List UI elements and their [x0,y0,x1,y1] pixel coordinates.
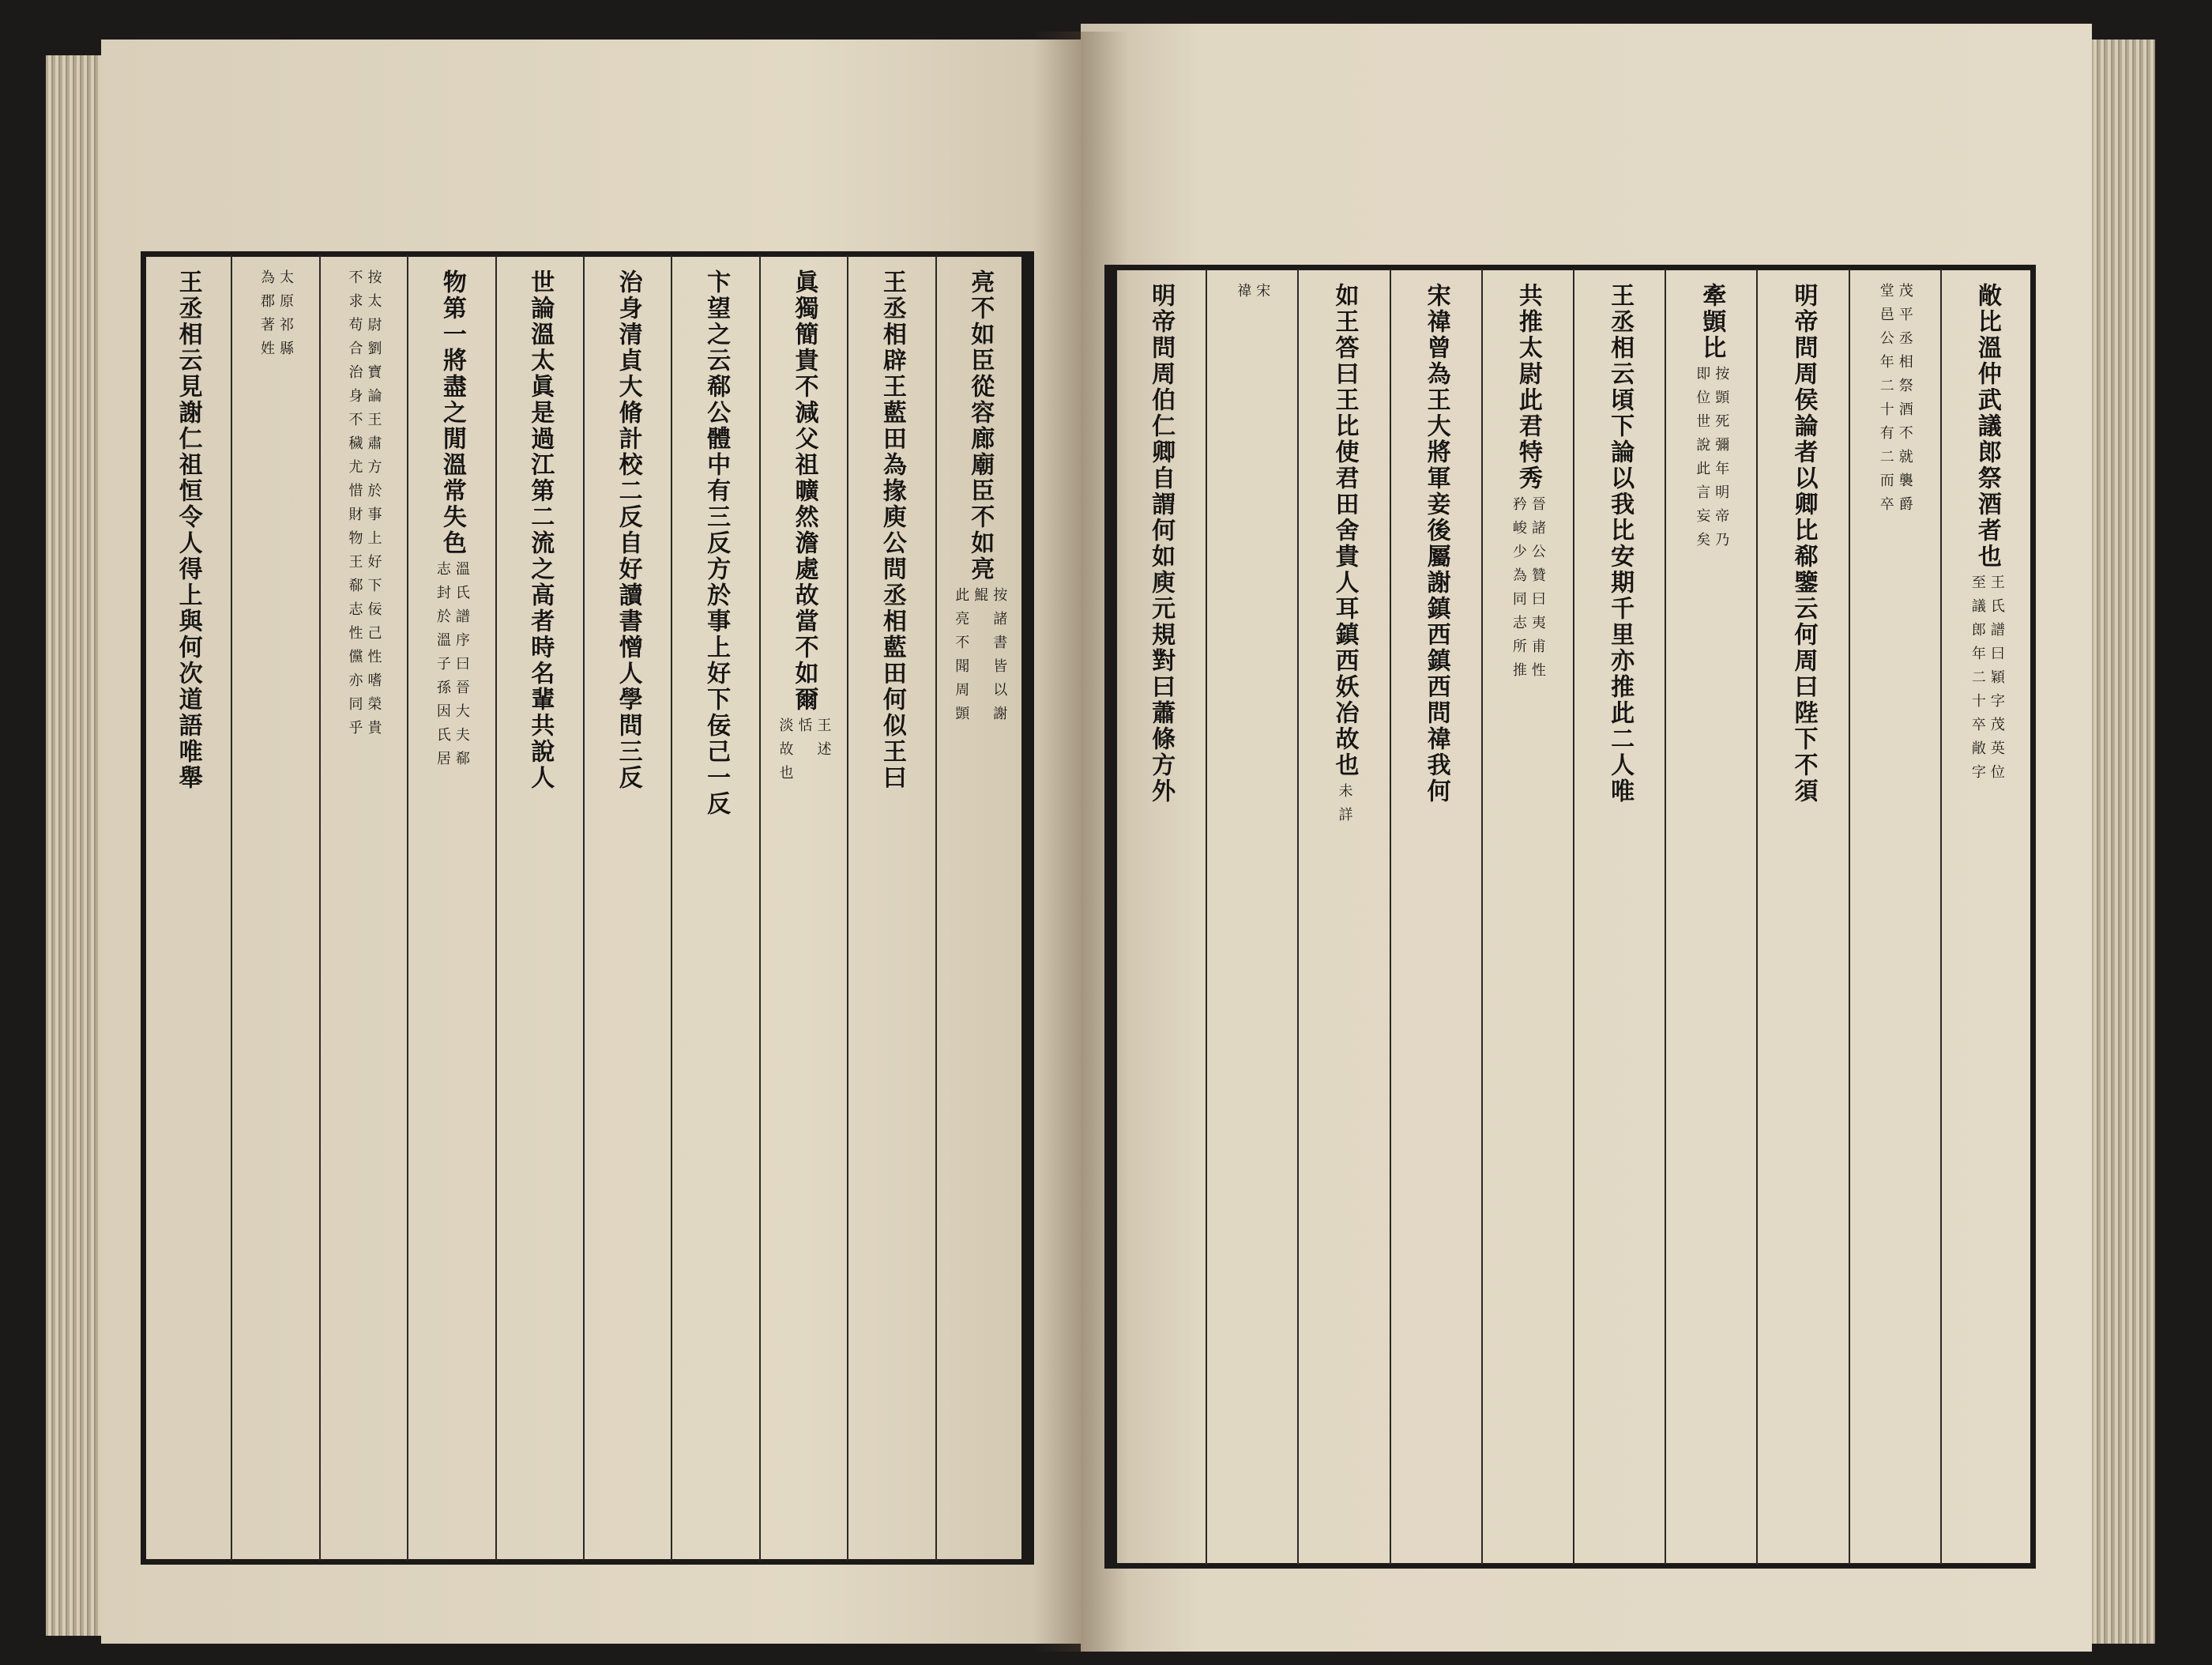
main-text: 共推太尉此君特秀 [1514,283,1542,492]
annotation-text: 按太尉劉寶論王肅方於事上好下佞己性嗜榮貴 [365,269,382,744]
annotation-group [954,587,1006,729]
annotation-group [1337,783,1351,831]
main-text: 治身清貞大脩計校二反自好讀書憎人學問三反 [614,269,642,791]
main-text: 牽顗比 [1698,283,1726,361]
text-column [1206,269,1297,1565]
text-column [145,255,231,1561]
main-text: 卞望之云郗公體中有三反方於事上好下佞己一反 [702,269,731,817]
text-column [407,255,495,1561]
main-text: 敞比溫仲武議郎祭酒者也 [1973,283,2001,570]
text-column [583,255,671,1561]
text-column [1665,269,1756,1565]
annotation-text: 晉諸公贊曰夷甫性 [1529,496,1546,686]
main-text: 王丞相辟王藍田為掾庾公問丞相藍田何似王曰 [878,269,906,791]
annotation-text: 按諸書皆以謝 [991,587,1008,729]
text-column [759,255,847,1561]
annotation-text: 王述 [814,718,832,765]
text-column [1573,269,1665,1565]
text-column [1297,269,1389,1565]
text-column [847,255,935,1561]
main-text: 宋禕曾為王大將軍妾後屬謝鎮西鎮西問禕我何 [1422,283,1450,804]
text-column [1115,269,1206,1565]
annotation-group [258,269,295,364]
main-text: 明帝問周侯論者以卿比郗鑒云何周曰陛下不須 [1789,283,1818,804]
annotation-text: 禕 [1235,283,1252,307]
annotation-text: 鯤 [972,587,989,611]
annotation-text: 至議郎年二十卒敞字 [1969,574,1986,788]
text-column [231,255,318,1561]
right-page-edge [2084,40,2155,1644]
main-text: 如王答曰王比使君田舍貴人耳鎮西妖冶故也 [1330,283,1359,778]
text-column [1390,269,1481,1565]
main-text: 亮不如臣從容廊廟臣不如亮 [966,269,995,582]
left-page-edge [46,55,109,1636]
text-column [1756,269,1848,1565]
main-text: 明帝問周伯仁卿自謂何如庾元規對曰蕭條方外 [1147,283,1176,804]
annotation-text: 此亮不聞周顗 [953,587,970,729]
main-text: 眞獨簡貴不減父祖曠然澹處故當不如爾 [790,269,818,713]
annotation-group [1511,496,1544,686]
annotation-text: 未詳 [1336,783,1353,831]
right-text-frame [1104,265,2036,1569]
main-text: 世論溫太眞是過江第二流之高者時名輩共說人 [526,269,555,791]
text-column [1940,269,2032,1565]
annotation-group [347,269,380,744]
annotation-group [1236,283,1269,307]
annotation-text: 宋 [1254,283,1271,307]
annotation-text: 志封於溫子孫因氏居 [434,561,451,774]
annotation-text: 堂邑公年二十有二而卒 [1877,283,1894,520]
annotation-text: 溫氏譜序曰晉大夫郗 [453,561,470,774]
text-column [319,255,407,1561]
annotation-group [435,561,468,774]
annotation-text: 即位世說此言妄矣 [1694,366,1711,556]
main-text: 王丞相云見謝仁祖恒令人得上與何次道語唯舉 [174,269,202,791]
annotation-text: 太原祁縣 [277,269,295,364]
annotation-text: 茂平丞相祭酒不就襲爵 [1896,283,1913,520]
annotation-text: 恬 [796,718,813,741]
annotation-text: 王氏譜曰穎字茂英位 [1988,574,2005,788]
annotation-group [1970,574,2003,788]
annotation-text: 為郡著姓 [258,269,276,364]
text-column [671,255,758,1561]
annotation-group [1695,366,1728,556]
text-column [935,255,1023,1561]
annotation-text: 不求苟合治身不穢尤惜財物王郗志性儻亦同乎 [346,269,363,744]
main-text: 王丞相云頃下論以我比安期千里亦推此二人唯 [1606,283,1635,804]
main-text: 物第一將盡之閒溫常失色 [438,269,466,556]
text-column [1849,269,1940,1565]
annotation-group [777,718,830,789]
annotation-text: 淡故也 [777,718,794,789]
annotation-text: 按顗死彌年明帝乃 [1713,366,1730,556]
left-text-frame [141,251,1034,1565]
text-column [495,255,583,1561]
text-column [1481,269,1573,1565]
annotation-group [1879,283,1912,520]
annotation-text: 矜峻少為同志所推 [1510,496,1527,686]
